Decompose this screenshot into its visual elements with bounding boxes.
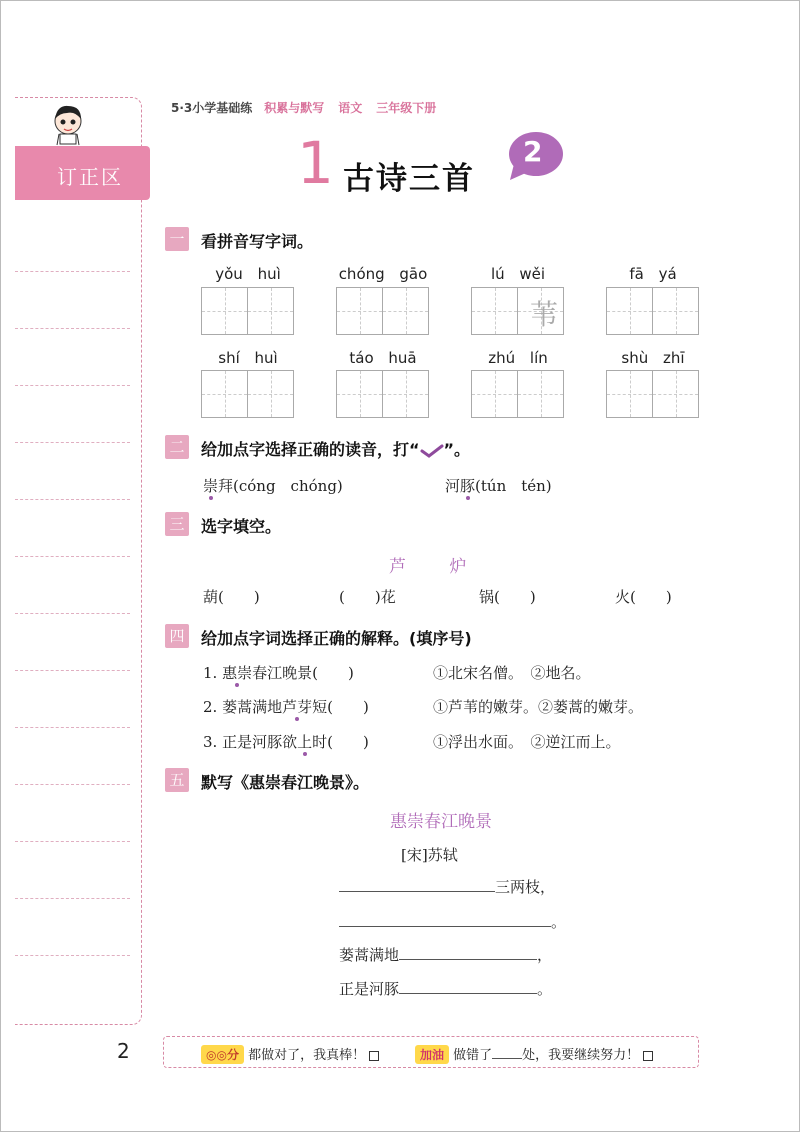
reading-char: 河 (445, 477, 461, 495)
encourage-before: 做错了 (453, 1048, 493, 1063)
checkbox[interactable] (643, 1051, 653, 1061)
writing-grid[interactable] (201, 370, 295, 418)
poem-line[interactable] (339, 876, 555, 897)
topic-label: 积累与默写 (264, 101, 325, 115)
dotted-char: 崇 (203, 477, 219, 495)
dotted-word: 上 (297, 733, 313, 751)
reading-options: 拜(cóng chóng) (218, 477, 343, 495)
pinyin-label: fā yá (629, 265, 677, 283)
answer-blank[interactable] (339, 926, 551, 927)
section-title-part: ”。 (443, 440, 471, 459)
encourage-after: 处，我要继续努力！ (522, 1048, 640, 1063)
pinyin-label: táo huā (349, 349, 417, 367)
page-number: 2 (117, 1039, 130, 1063)
section-badge: 一 (165, 227, 189, 251)
writing-grid[interactable] (336, 370, 430, 418)
writing-grid[interactable] (471, 370, 565, 418)
section-badge: 四 (165, 624, 189, 648)
sidebar-rule (15, 670, 130, 671)
section-title (201, 437, 470, 460)
sidebar-rule (15, 271, 130, 272)
answer-blank[interactable] (399, 993, 537, 994)
page-header (171, 99, 450, 116)
encourage-item[interactable] (415, 1044, 653, 1064)
meaning-question[interactable] (203, 696, 369, 717)
dotted-word: 惠崇 (222, 664, 253, 682)
question-suffix: 时( ) (312, 733, 369, 751)
meaning-options: ①北宋名僧。 ②地名。 (433, 664, 591, 682)
section-badge: 二 (165, 435, 189, 459)
correction-sidebar (15, 97, 142, 1025)
poem-line[interactable] (339, 944, 552, 965)
pinyin-label: zhú lín (488, 349, 548, 367)
fill-blank[interactable]: 葫( ) (203, 588, 260, 606)
pinyin-label: yǒu huì (215, 265, 281, 283)
reading-item[interactable] (445, 475, 552, 496)
reading-options: (tún tén) (475, 477, 552, 495)
sidebar-rule (15, 328, 130, 329)
encourage-tag: 加油 (415, 1045, 449, 1064)
meaning-options: ①芦苇的嫩芽。②蒌蒿的嫩芽。 (433, 698, 644, 716)
grade-label: 三年级下册 (376, 101, 437, 115)
dotted-char: 豚 (460, 477, 476, 495)
lesson-number: 1 (297, 129, 334, 197)
question-prefix: 正是河豚欲 (222, 733, 298, 751)
answer-blank[interactable] (492, 1058, 522, 1059)
section-badge: 三 (165, 512, 189, 536)
poem-line-end: 三两枝， (495, 878, 556, 896)
series-name: 5·3小学基础练 (171, 101, 253, 115)
sidebar-rule (15, 727, 130, 728)
dotted-word: 芦芽 (282, 698, 313, 716)
pinyin-label: lú wěi (490, 265, 546, 283)
section-title-part: 给加点字选择正确的读音，打“ (201, 440, 420, 459)
sidebar-rule (15, 442, 130, 443)
writing-grid[interactable] (201, 287, 295, 335)
subject-label: 语文 (338, 101, 363, 115)
writing-grid[interactable] (606, 287, 700, 335)
perfect-score-item[interactable] (201, 1044, 379, 1064)
section-title: 默写《惠崇春江晚景》。 (201, 773, 370, 792)
poem-line-end: 。 (551, 913, 567, 931)
poem-line[interactable] (339, 978, 552, 999)
reading-item[interactable] (203, 475, 343, 496)
pinyin-label: shù zhī (621, 349, 685, 367)
question-number: 1. (203, 664, 218, 682)
choice-characters: 芦 炉 (389, 557, 467, 577)
question-number: 3. (203, 733, 218, 751)
checkbox[interactable] (369, 1051, 379, 1061)
fill-blank[interactable]: 火( ) (615, 588, 672, 606)
sidebar-rule (15, 385, 130, 386)
sidebar-rule (15, 499, 130, 500)
sidebar-title: 订正区 (57, 165, 123, 189)
pinyin-label: chóng gāo (338, 265, 428, 283)
writing-grid[interactable] (606, 370, 700, 418)
poem-line-end: 。 (537, 980, 553, 998)
answer-blank[interactable] (339, 891, 495, 892)
sidebar-rule (15, 955, 130, 956)
sidebar-rule (15, 556, 130, 557)
sidebar-rule (15, 841, 130, 842)
meaning-question[interactable] (203, 731, 369, 752)
poem-title: 惠崇春江晚景 (390, 812, 492, 832)
score-text: 都做对了，我真棒！ (248, 1048, 366, 1063)
lesson-title: 古诗三首 (343, 161, 475, 197)
fill-blank[interactable]: 锅( ) (479, 588, 536, 606)
poem-author: [宋]苏轼 (401, 846, 458, 864)
sidebar-rule (15, 784, 130, 785)
checkmark-icon (420, 444, 444, 458)
question-suffix: 短( ) (312, 698, 369, 716)
answer-blank[interactable] (399, 959, 537, 960)
section-title: 看拼音写字词。 (201, 232, 314, 251)
section-title: 给加点字词选择正确的解释。(填序号) (201, 629, 472, 648)
writing-grid[interactable] (471, 287, 565, 335)
sidebar-rule (15, 898, 130, 899)
fill-blank[interactable]: ( )花 (339, 588, 396, 606)
question-prefix: 蒌蒿满地 (222, 698, 283, 716)
poem-line-end: ， (537, 946, 553, 964)
sidebar-rule (15, 613, 130, 614)
writing-grid[interactable] (336, 287, 430, 335)
section-title: 选字填空。 (201, 517, 282, 536)
poem-line[interactable] (339, 911, 566, 932)
score-tag: ◎◎分 (201, 1045, 244, 1064)
poem-line-start: 蒌蒿满地 (339, 946, 400, 964)
hint-character: 苇 (530, 298, 559, 331)
section-badge: 五 (165, 768, 189, 792)
lesson-part-number: 2 (523, 135, 543, 168)
question-number: 2. (203, 698, 218, 716)
mascot-boy-icon (45, 101, 91, 147)
question-suffix: 春江晚景( ) (252, 664, 354, 682)
poem-line-start: 正是河豚 (339, 980, 400, 998)
pinyin-label: shí huì (218, 349, 278, 367)
meaning-question[interactable] (203, 662, 354, 683)
meaning-options: ①浮出水面。 ②逆江而上。 (433, 733, 621, 751)
